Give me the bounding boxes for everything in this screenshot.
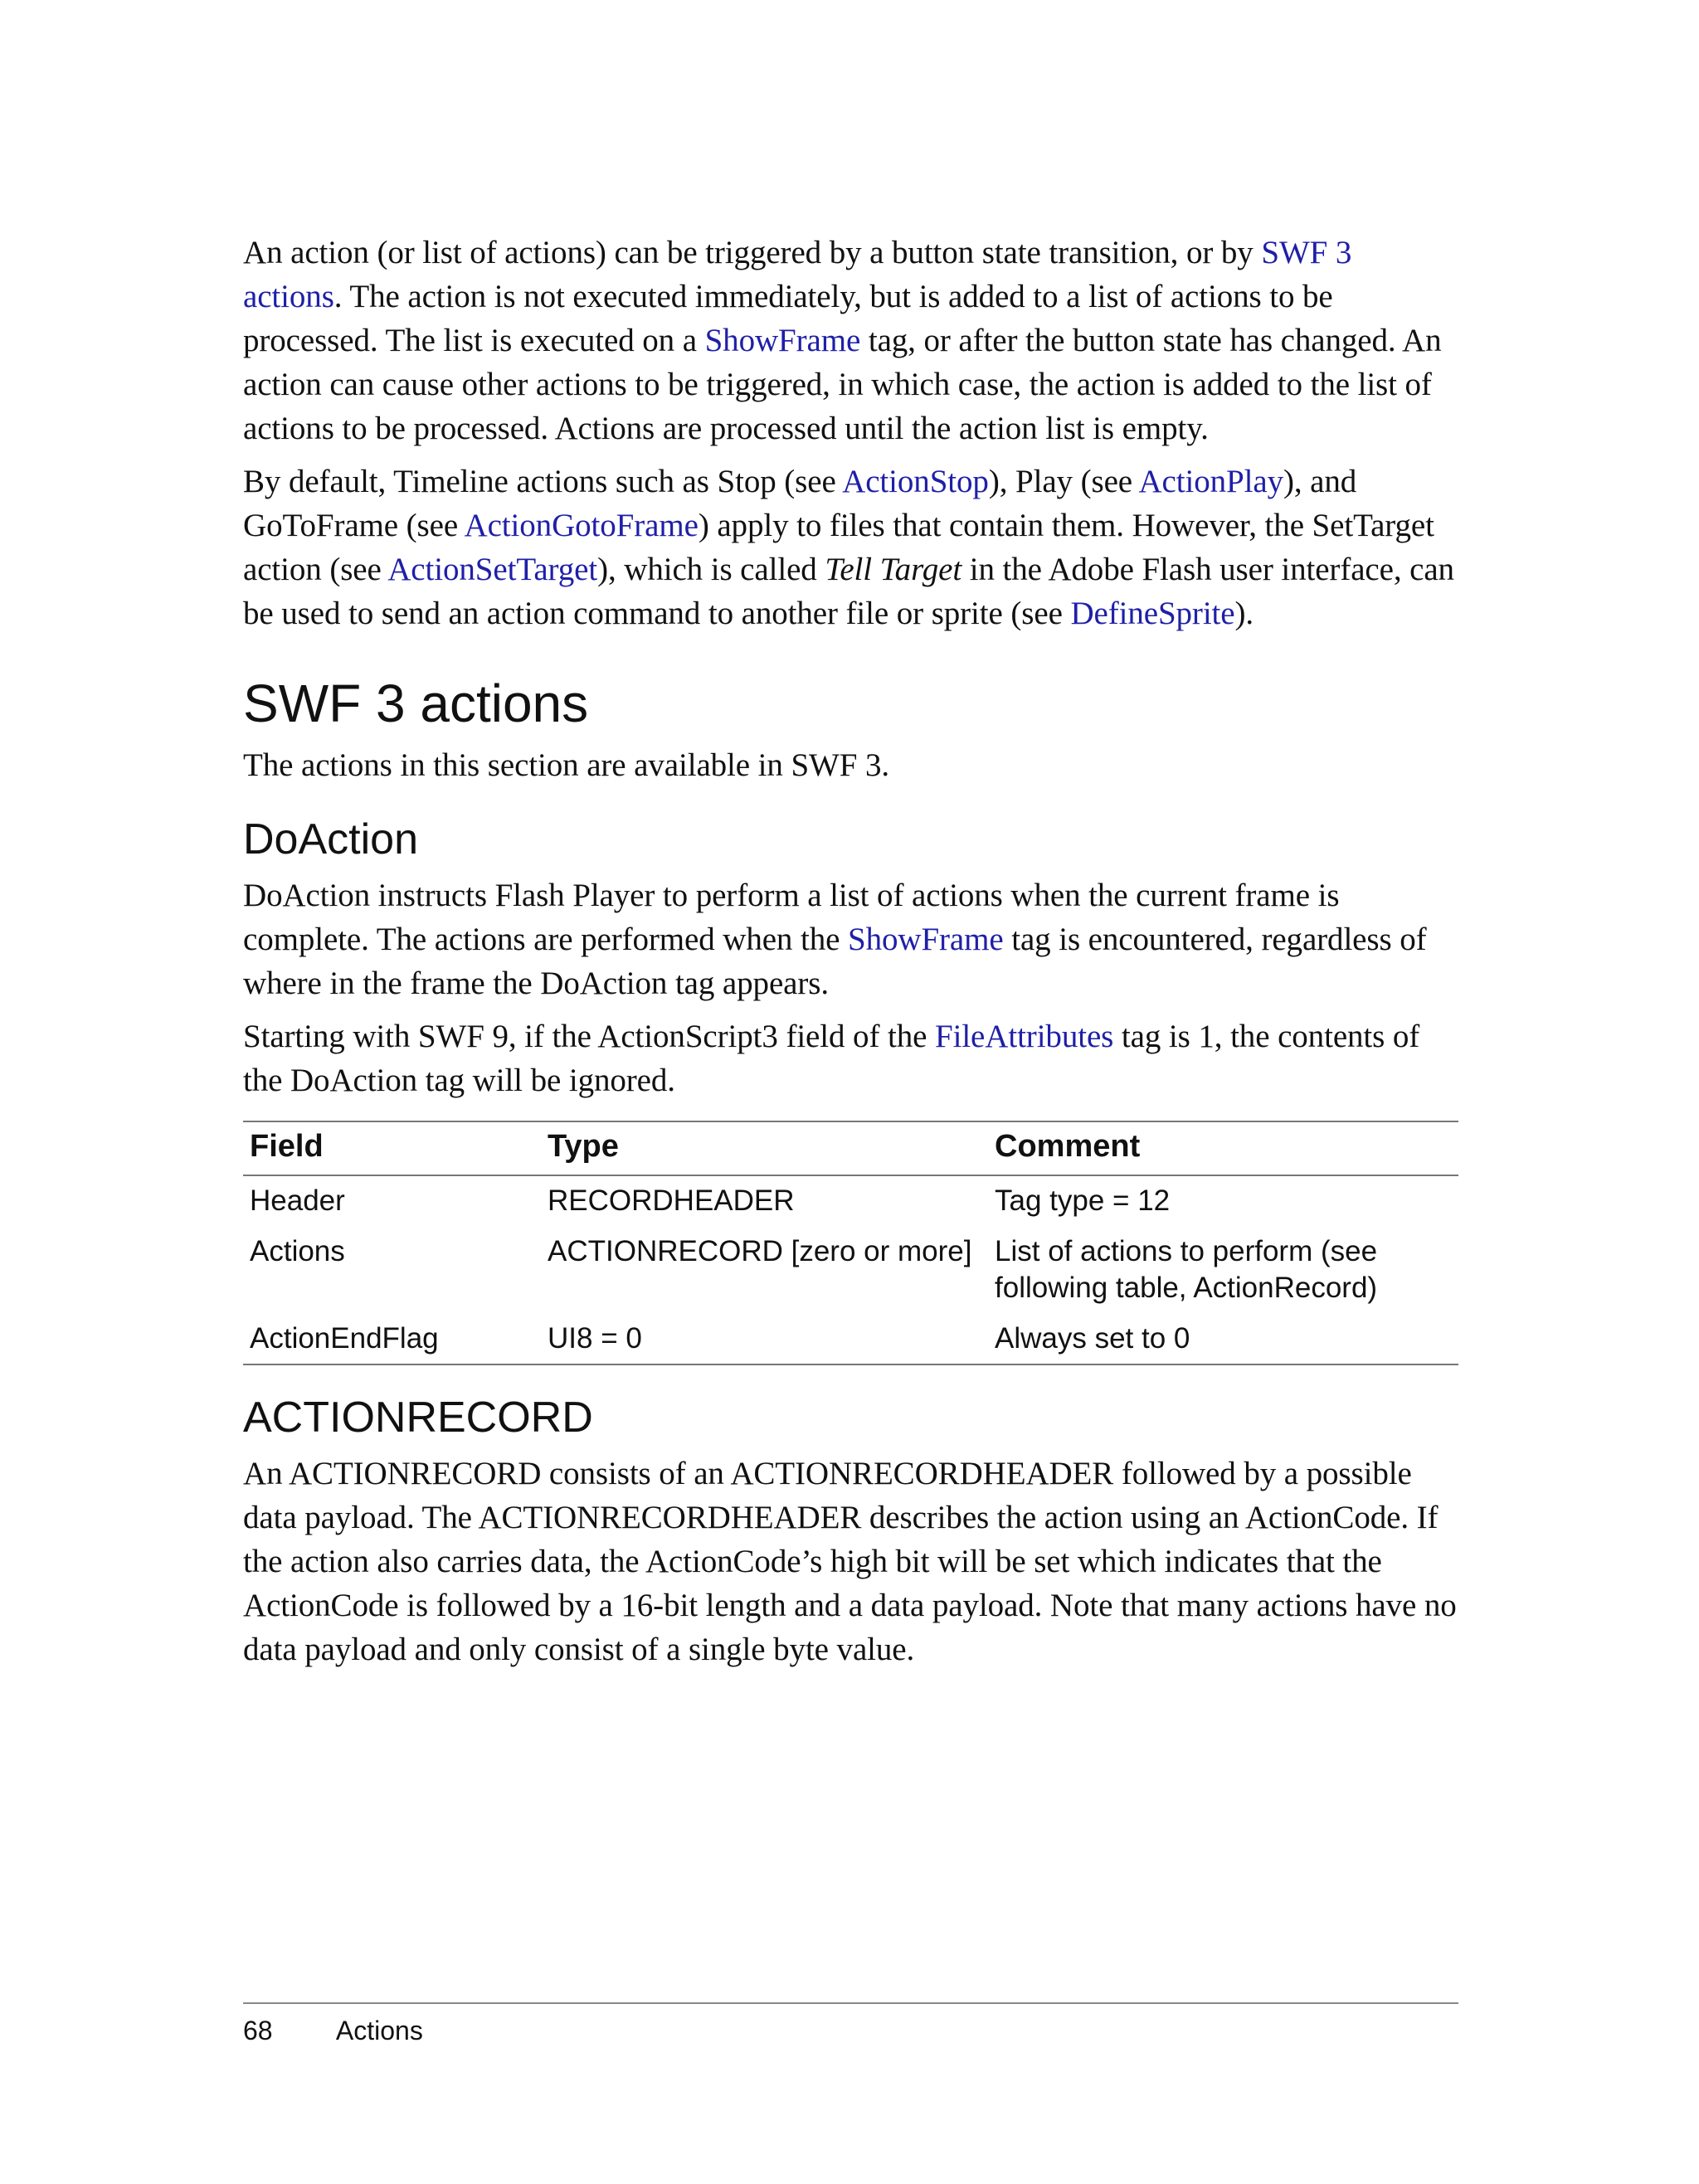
cross-reference-link[interactable]: ActionPlay [1138,464,1283,499]
text-run: ) apply to files that contain them. However, the SetTarget action (see [243,508,1434,587]
text-run: By default, Timeline actions such as Stop (see [243,464,843,499]
table-cell: UI8 = 0 [541,1314,988,1364]
cross-reference-link[interactable]: ActionStop [842,464,989,499]
text-run: ), Play (see [988,464,1139,499]
table-header-field: Field [243,1121,541,1175]
table-cell: Actions [250,1235,345,1267]
page-content [243,231,1458,1681]
table-cell: Tag type = 12 [995,1184,1171,1217]
actionrecord-paragraph: An ACTIONRECORD consists of an ACTIONRECORDHEADER followed by a possible data payload. The ACTIONRECORDHEADER describes the action using an ActionCode. If the action also carries data, the ActionCode’s high bit will be set which indicates that the ActionCode is followed by a 16-bit length and a data payload. Note that many actions have no data payload and only consist of a single byte value. [243,1456,1457,1667]
cross-reference-link[interactable]: DefineSprite [1070,596,1235,631]
doaction-paragraph-2 [243,1014,1458,1102]
text-run: in the Adobe Flash user interface, can be used to send an action command to another file or sprite (see [243,552,1454,631]
text-run: DoAction instructs Flash Player to perform a list of actions when the current frame is complete. The actions are performed when the [243,878,1340,957]
page-number: 68 [243,2016,273,2045]
table-cell: RECORDHEADER [548,1184,795,1217]
footer-section-title: Actions [335,2016,423,2045]
table-header-comment: Comment [988,1121,1458,1175]
table-cell: List of actions to perform (see following table, ActionRecord) [995,1235,1378,1304]
text-run: ), which is called [597,552,825,587]
text-run: . The action is not executed immediately, but is added to a list of actions to be processed. The list is executed on a [243,279,1333,358]
table-header-row [243,1121,1458,1175]
text-run: An action (or list of actions) can be triggered by a button state transition, or by [243,235,1262,270]
text-run: ), and GoToFrame (see [243,464,1357,543]
text-run: Starting with SWF 9, if the ActionScript3 field of the [243,1019,935,1054]
cross-reference-link[interactable]: ActionGotoFrame [464,508,699,543]
swf3-intro-text: The actions in this section are available in SWF 3. [243,747,890,783]
doaction-paragraph-1 [243,873,1458,1005]
cross-reference-link[interactable]: ActionSetTarget [387,552,598,587]
table-row [243,1227,1458,1314]
intro-paragraph-1 [243,231,1458,450]
table-cell: ActionEndFlag [243,1314,541,1364]
text-run: tag, or after the button state has changed. An action can cause other actions to be triggered, in which case, the action is added to the list of actions to be processed. Actions are processed until the action list is empty. [243,323,1442,446]
table-cell: ACTIONRECORD [zero or more] [548,1235,972,1267]
cross-reference-link[interactable]: FileAttributes [935,1019,1114,1054]
page-footer [243,2002,1458,2046]
section-heading-actionrecord: ACTIONRECORD [243,1394,593,1442]
emphasized-text: Tell Target [825,552,962,587]
section-heading-swf3: SWF 3 actions [243,674,589,733]
cross-reference-link[interactable]: SWF 3 actions [243,235,1352,314]
table-cell: Always set to 0 [988,1314,1458,1364]
table-row [243,1175,1458,1227]
section-heading-doaction: DoAction [243,815,418,863]
table-row [243,1314,1458,1364]
table-header-type: Type [541,1121,988,1175]
text-run: tag is 1, the contents of the DoAction tag will be ignored. [243,1019,1420,1098]
text-run: ). [1234,596,1254,631]
intro-paragraph-2 [243,460,1458,635]
cross-reference-link[interactable]: ShowFrame [847,922,1004,957]
cross-reference-link[interactable]: ShowFrame [704,323,861,358]
doaction-fields-table [243,1121,1458,1365]
table-cell: Header [250,1184,345,1217]
text-run: tag is encountered, regardless of where in the frame the DoAction tag appears. [243,922,1427,1001]
